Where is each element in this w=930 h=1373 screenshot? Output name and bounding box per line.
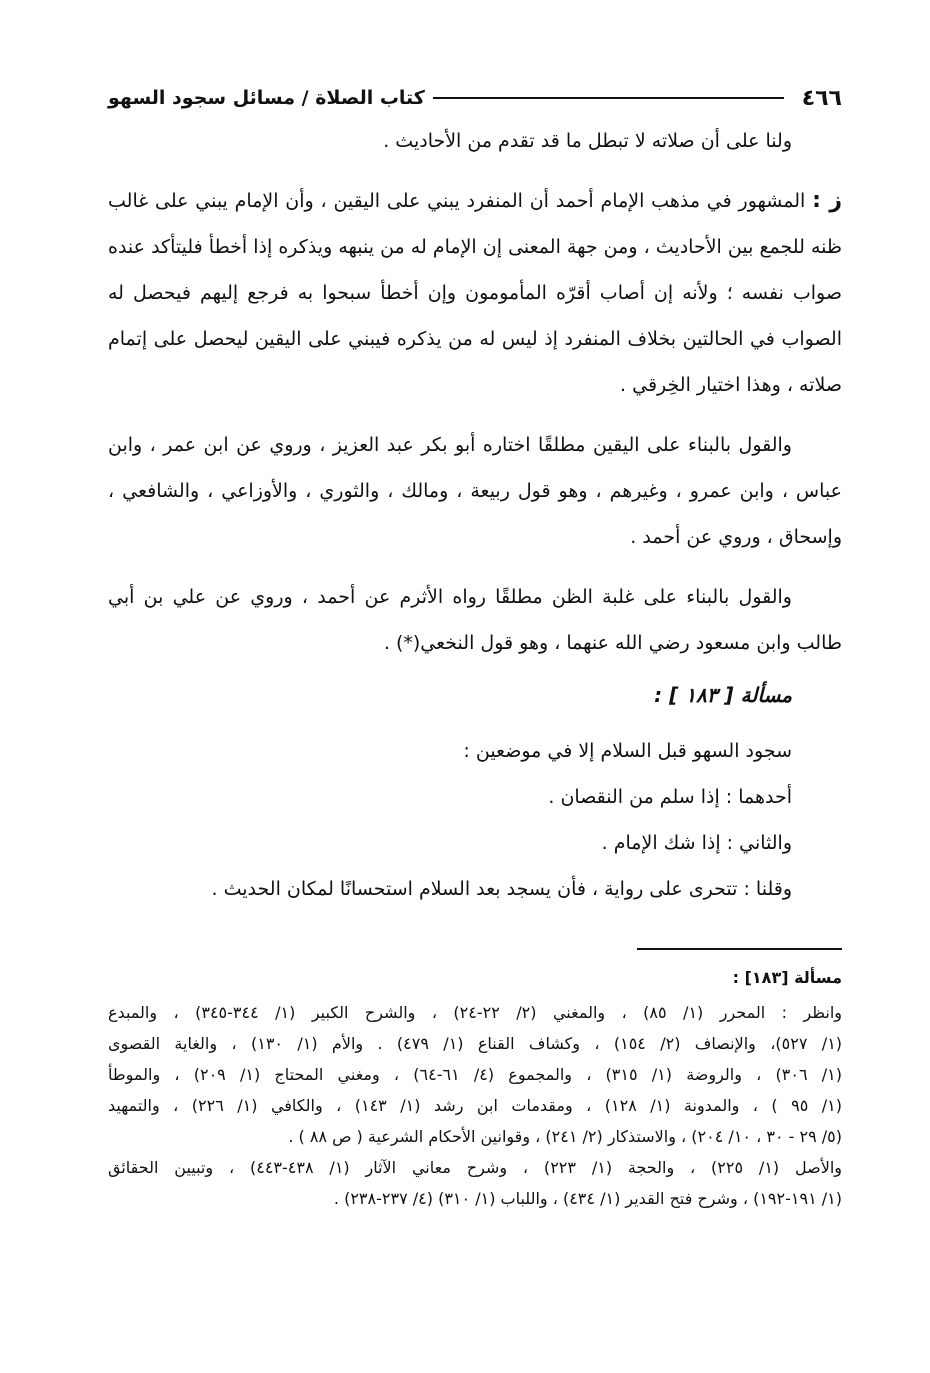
paragraph-3: والقول بالبناء على اليقين مطلقًا اختاره أبو بكر عبد العزيز ، وروي عن ابن عمر ، وابن عباس ، وابن عمرو ، وغيرهم ، وهو قول ربيعة ، ومالك ، والثوري ، والأوزاعي ، والشافعي ، وإسحاق ، وروي عن أحمد . — [108, 434, 842, 548]
footnote-rule — [637, 948, 842, 950]
paragraph-4: والقول بالبناء على غلبة الظن مطلقًا رواه الأثرم عن أحمد ، وروي عن علي بن أبي طالب وابن مسعود رضي الله عنهما ، وهو قول النخعي(*) . — [108, 586, 842, 654]
paragraph-2-text: المشهور في مذهب الإمام أحمد أن المنفرد يبني على اليقين ، وأن الإمام يبني على غالب ظنه للجمع بين الأحاديث ، ومن جهة المعنى إن الإمام له من ينبهه ويذكره إذا أخطأ فليتأكد عنده صواب نفسه ؛ ولأنه إن أصاب أقرّه المأمومون وإن أخطأ سبحوا به فرجع إليهم فيحصل له الصواب في الحالتين بخلاف المنفرد إذ ليس له من يذكره فيبني على اليقين ليحصل على إتمام صلاته ، وهذا اختيار الخِرقي . — [108, 190, 842, 396]
main-text — [108, 118, 842, 912]
footnote-line: (١/ ٣٠٦) ، والروضة (١/ ٣١٥) ، والمجموع (٤/ ٦١-٦٤) ، ومغني المحتاج (١/ ٢٠٩) ، والموطأ — [108, 1065, 842, 1084]
footnote-heading: مسألة [١٨٣] : — [732, 968, 842, 987]
paragraph-gap — [108, 164, 842, 178]
running-title: كتاب الصلاة / مسائل سجود السهو — [108, 87, 425, 109]
footnote-line: (١/ ٩٥ ) ، والمدونة (١/ ١٢٨) ، ومقدمات ابن رشد (١/ ١٤٣) ، والكافي (١/ ٢٢٦) ، والتمهيد — [108, 1096, 842, 1115]
statement-1: سجود السهو قبل السلام إلا في موضعين : — [463, 740, 792, 762]
statement-2: أحدهما : إذا سلم من النقصان . — [548, 786, 792, 808]
paragraph-gap — [108, 408, 842, 422]
page-header — [108, 80, 842, 116]
paragraph-marker: ز : — [812, 188, 842, 213]
footnote-line: وانظر : المحرر (١/ ٨٥) ، والمغني (٢/ ٢٢-٢٤) ، والشرح الكبير (١/ ٣٤٤-٣٤٥) ، والمبدع — [108, 1003, 842, 1022]
statement-4: وقلنا : تتحرى على رواية ، فأن يسجد بعد السلام استحسانًا لمكان الحديث . — [211, 878, 792, 900]
paragraph-gap — [108, 560, 842, 574]
paragraph-2 — [108, 178, 842, 408]
page-number: ٤٦٦ — [801, 85, 842, 111]
section-heading: مسألة [ ١٨٣ ] : — [654, 683, 792, 707]
footnote-line: والأصل (١/ ٢٢٥) ، والحجة (١/ ٢٢٣) ، وشرح معاني الآثار (١/ ٤٣٨-٤٤٣) ، وتبيين الحقائق — [108, 1158, 842, 1177]
statement-3: والثاني : إذا شك الإمام . — [601, 832, 792, 854]
footnote-line: (١/ ١٩١-١٩٢) ، وشرح فتح القدير (١/ ٤٣٤) ، واللباب (١/ ٣١٠) (٤/ ٢٣٧-٢٣٨) . — [333, 1189, 842, 1208]
paragraph-1: ولنا على أن صلاته لا تبطل ما قد تقدم من الأحاديث . — [383, 130, 792, 152]
footnotes — [108, 962, 842, 1214]
header-rule — [433, 97, 784, 99]
footnote-line: (١/ ٥٢٧)، والإنصاف (٢/ ١٥٤) ، وكشاف القناع (١/ ٤٧٩) . والأم (١/ ١٣٠) ، والغاية القصوى — [108, 1034, 842, 1053]
footnote-line: (٥/ ٢٩ - ٣٠ ، ١٠/ ٢٠٤) ، والاستذكار (٢/ ٢٤١) ، وقوانين الأحكام الشرعية ( ص ٨٨ ) . — [288, 1127, 842, 1146]
